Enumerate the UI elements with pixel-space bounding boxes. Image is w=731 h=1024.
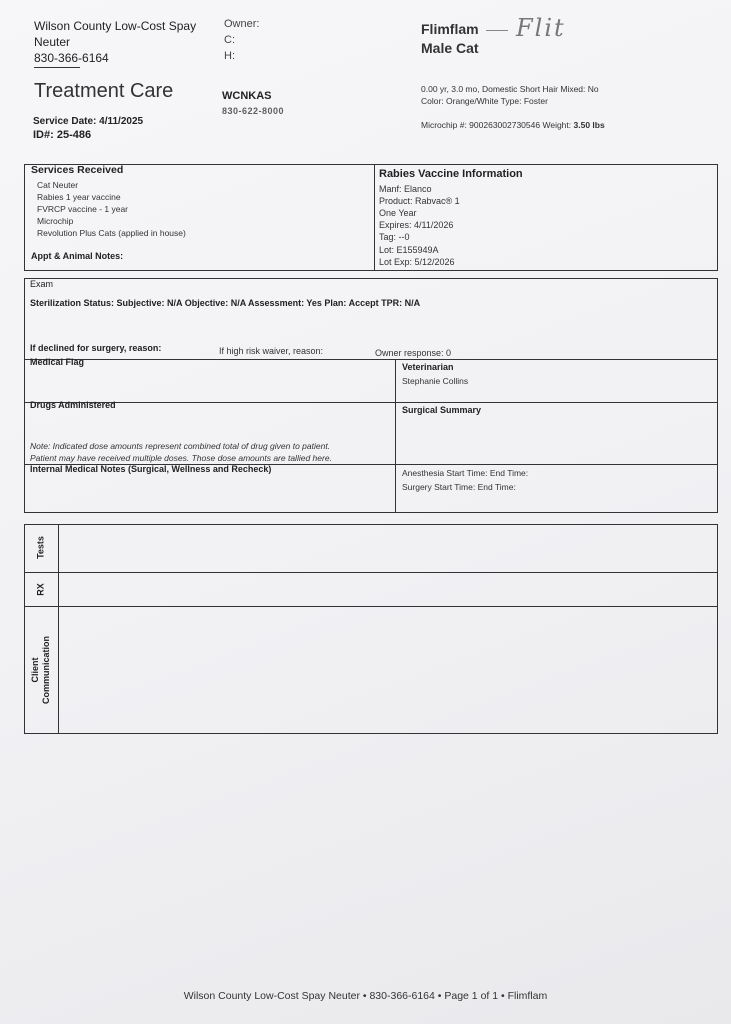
surgery-times: Surgery Start Time: End Time: (402, 482, 516, 492)
tests-label: Tests (35, 536, 46, 559)
rabies-line: Product: Rabvac® 1 (379, 196, 460, 206)
internal-notes-label: Internal Medical Notes (Surgical, Wellness and Recheck) (30, 464, 272, 474)
clinic-name-line2: Neuter (34, 35, 71, 49)
phone-underline (34, 67, 80, 68)
services-heading: Services Received (31, 164, 124, 176)
microchip-number: Microchip #: 900263002730546 (421, 120, 541, 130)
org-code-scribble: 830-622-8000 (222, 106, 285, 116)
rabies-line: One Year (379, 208, 417, 218)
exam-divider-1 (24, 359, 718, 360)
pet-name: Flimflam (421, 21, 479, 37)
service-item: Cat Neuter (37, 180, 79, 190)
veterinarian-label: Veterinarian (402, 362, 454, 372)
tests-divider (24, 572, 718, 573)
pet-sex-species: Male Cat (421, 40, 479, 56)
drugs-note-line2: Patient may have received multiple doses. Those dose amounts are tallied here. (30, 453, 332, 463)
client-communication-line1: Client (30, 657, 40, 683)
appt-notes-label: Appt & Animal Notes: (31, 251, 124, 261)
notes-label-column-divider (58, 524, 59, 734)
page-title: Treatment Care (34, 80, 174, 102)
org-code: WCNKAS (222, 90, 272, 102)
waiver-reason-label: If high risk waiver, reason: (219, 346, 324, 356)
rabies-line: Manf: Elanco (379, 184, 432, 194)
client-communication-label (30, 625, 52, 715)
owner-response: Owner response: 0 (375, 348, 452, 358)
drugs-note-line1: Note: Indicated dose amounts represent combined total of drug given to patient. (30, 441, 331, 451)
exam-box (24, 278, 718, 513)
clinic-name-line1: Wilson County Low-Cost Spay (34, 19, 197, 33)
rx-divider (24, 606, 718, 607)
id-number: ID#: 25-486 (33, 129, 92, 141)
rabies-line: Expires: 4/11/2026 (379, 220, 454, 230)
rabies-line: Lot: E155949A (379, 245, 439, 255)
anesthesia-times: Anesthesia Start Time: End Time: (402, 468, 529, 478)
declined-reason-label: If declined for surgery, reason: (30, 343, 162, 353)
weight-label: Weight: (542, 120, 572, 130)
service-item: Microchip (37, 216, 74, 226)
pet-color-type: Color: Orange/White Type: Foster (421, 96, 548, 106)
service-date: Service Date: 4/11/2025 (33, 116, 144, 127)
services-rabies-box (24, 164, 718, 271)
rx-label: RX (35, 583, 46, 596)
pet-details: 0.00 yr, 3.0 mo, Domestic Short Hair Mixed: No (421, 84, 599, 94)
exam-status-line: Sterilization Status: Subjective: N/A Objective: N/A Assessment: Yes Plan: Accept TPR: N/A (30, 298, 421, 308)
surgical-summary-label: Surgical Summary (402, 405, 482, 415)
notes-box (24, 524, 718, 734)
rabies-line: Lot Exp: 5/12/2026 (379, 257, 455, 267)
handwritten-pet-name: Flit (516, 14, 566, 42)
rabies-heading: Rabies Vaccine Information (379, 168, 523, 180)
owner-cell-label: C: (224, 34, 235, 46)
exam-heading: Exam (30, 279, 54, 289)
service-item: Rabies 1 year vaccine (37, 192, 121, 202)
clinic-phone: 830-366-6164 (34, 51, 109, 65)
services-divider (374, 164, 375, 271)
client-communication-line2: Communication (41, 636, 51, 705)
owner-home-label: H: (224, 50, 235, 62)
exam-divider-2 (24, 402, 718, 403)
microchip-weight (421, 120, 605, 130)
owner-label: Owner: (224, 18, 260, 30)
service-item: Revolution Plus Cats (applied in house) (37, 228, 186, 238)
rabies-line: Tag: --0 (379, 232, 410, 242)
medical-flag-label: Medical Flag (30, 357, 85, 367)
page-footer: Wilson County Low-Cost Spay Neuter • 830-366-6164 • Page 1 of 1 • Flimflam (183, 990, 548, 1002)
drugs-label: Drugs Administered (30, 400, 116, 410)
veterinarian-name: Stephanie Collins (402, 376, 469, 386)
exam-column-divider (395, 359, 396, 513)
service-item: FVRCP vaccine - 1 year (37, 204, 129, 214)
weight-value: 3.50 lbs (573, 120, 605, 130)
handwritten-dash (486, 30, 508, 31)
